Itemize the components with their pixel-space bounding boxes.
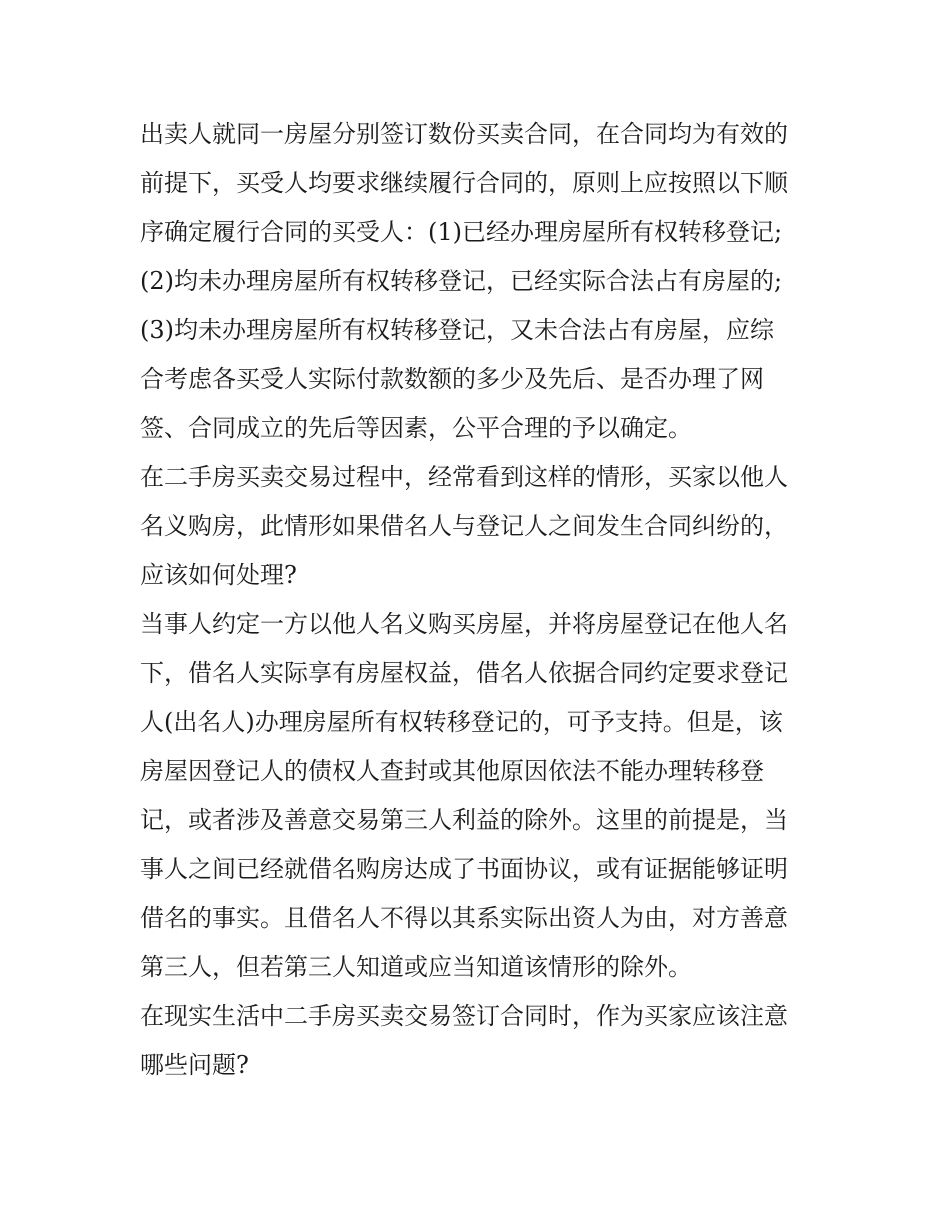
text-line: 房屋因登记人的债权人查封或其他原因依法不能办理转移登: [140, 757, 764, 785]
text-line: 出卖人就同一房屋分别签订数份买卖合同，在合同均为有效的: [140, 120, 788, 148]
text-line: 应该如何处理?: [140, 561, 297, 589]
text-line: 下，借名人实际享有房屋权益，借名人依据合同约定要求登记: [140, 659, 788, 687]
body-text: [140, 110, 820, 1090]
text-line: 当事人约定一方以他人名义购买房屋，并将房屋登记在他人名: [140, 610, 788, 638]
text-line: 前提下，买受人均要求继续履行合同的，原则上应按照以下顺: [140, 169, 788, 197]
text-line: (2)均未办理房屋所有权转移登记，已经实际合法占有房屋的;: [140, 267, 783, 295]
text-line: 第三人，但若第三人知道或应当知道该情形的除外。: [140, 953, 692, 981]
text-line: 哪些问题?: [140, 1051, 249, 1079]
text-line: 借名的事实。且借名人不得以其系实际出资人为由，对方善意: [140, 904, 788, 932]
text-line: 在现实生活中二手房买卖交易签订合同时，作为买家应该注意: [140, 1002, 788, 1030]
text-line: 签、合同成立的先后等因素，公平合理的予以确定。: [140, 414, 692, 442]
text-line: 名义购房，此情形如果借名人与登记人之间发生合同纠纷的，: [140, 512, 788, 540]
text-line: 在二手房买卖交易过程中，经常看到这样的情形，买家以他人: [140, 463, 788, 491]
text-line: 人(出名人)办理房屋所有权转移登记的，可予支持。但是，该: [140, 708, 783, 736]
text-line: (3)均未办理房屋所有权转移登记，又未合法占有房屋，应综: [140, 316, 774, 344]
text-line: 序确定履行合同的买受人：(1)已经办理房屋所有权转移登记;: [140, 218, 783, 246]
text-line: 合考虑各买受人实际付款数额的多少及先后、是否办理了网: [140, 365, 764, 393]
text-line: 记，或者涉及善意交易第三人利益的除外。这里的前提是，当: [140, 806, 788, 834]
text-line: 事人之间已经就借名购房达成了书面协议，或有证据能够证明: [140, 855, 788, 883]
